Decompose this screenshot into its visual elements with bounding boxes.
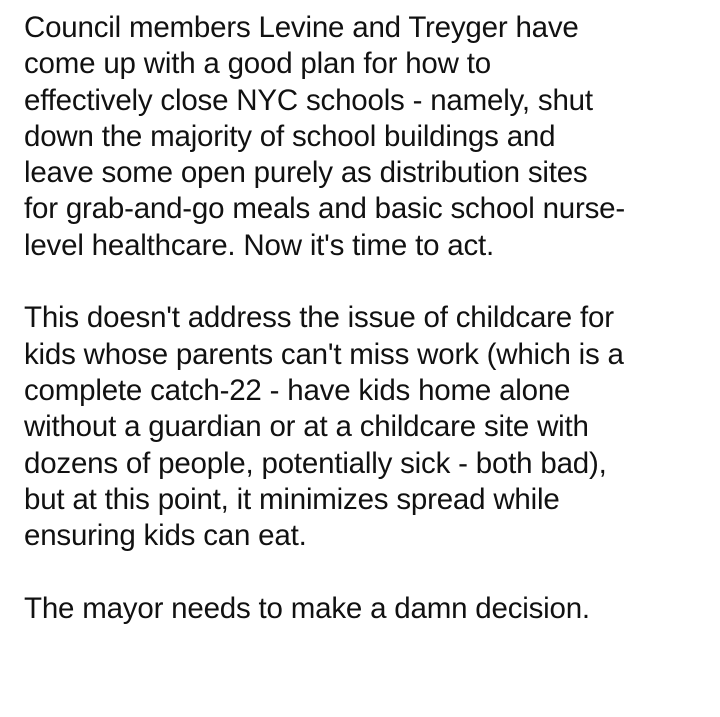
text-line: but at this point, it minimizes spread while bbox=[24, 482, 560, 516]
text-line: complete catch-22 - have kids home alone bbox=[24, 373, 571, 407]
text-line: without a guardian or at a childcare site with bbox=[24, 410, 589, 444]
text-line: down the majority of school buildings and bbox=[24, 119, 556, 153]
text-line: level healthcare. Now it's time to act. bbox=[24, 228, 495, 262]
text-line: for grab-and-go meals and basic school nurse- bbox=[24, 192, 625, 226]
paragraph-spacer bbox=[24, 554, 710, 590]
paragraph-2 bbox=[24, 300, 710, 554]
paragraph-spacer bbox=[24, 264, 710, 300]
text-line: come up with a good plan for how to bbox=[24, 47, 491, 81]
text-line: Council members Levine and Treyger have bbox=[24, 11, 579, 44]
text-line: The mayor needs to make a damn decision. bbox=[24, 591, 590, 625]
text-line: effectively close NYC schools - namely, shut bbox=[24, 83, 593, 117]
text-line: This doesn't address the issue of childcare for bbox=[24, 301, 614, 335]
paragraph-1 bbox=[24, 10, 710, 264]
text-line: ensuring kids can eat. bbox=[24, 519, 307, 553]
paragraph-3 bbox=[24, 591, 710, 627]
text-line: leave some open purely as distribution sites bbox=[24, 156, 588, 190]
text-line: kids whose parents can't miss work (which is a bbox=[24, 337, 624, 371]
text-line: dozens of people, potentially sick - both bad), bbox=[24, 446, 607, 480]
